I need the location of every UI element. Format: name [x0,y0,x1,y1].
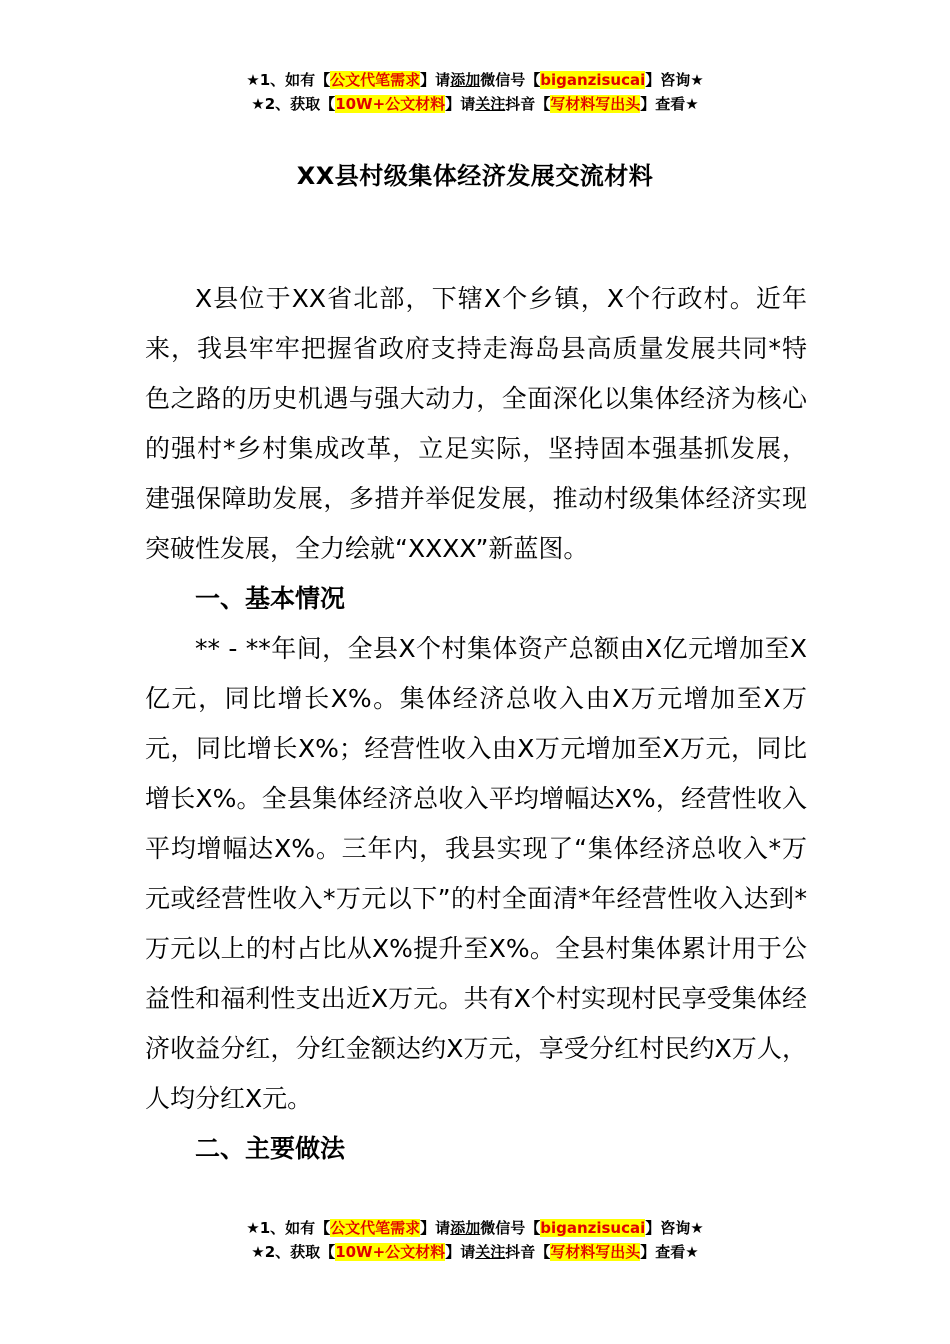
banner-line-1 [0,1216,950,1240]
basic-info-paragraph: ** - **年间，全县X个村集体资产总额由X亿元增加至X亿元，同比增长X%。集体经济总收入由X万元增加至X万元，同比增长X%；经营性收入由X万元增加至X万元，同比增长X%。全县集体经济总收入平均增幅达X%，经营性收入平均增幅达X%。三年内，我县实现了“集体经济总收入*万元或经营性收入*万元以下”的村全面清*年经营性收入达到*万元以上的村占比从X%提升至X%。全县村集体累计用于公益性和福利性支出近X万元。共有X个村实现村民享受集体经济收益分红，分红金额达约X万元，享受分红村民约X万人，人均分红X元。 [145,634,807,1113]
banner-text: 微信号【 [480,71,541,89]
underlined-text: 关注 [475,1243,506,1261]
banner-text: 】咨询★ [645,71,704,89]
footer-banner [0,1216,950,1264]
underlined-text: 添加 [450,1219,481,1237]
banner-text: ★1、如有【 [246,71,331,89]
wechat-id: biganzisucai [540,1219,646,1237]
highlight-text: 10W+公文材料 [335,1243,446,1261]
document-title: XX县村级集体经济发展交流材料 [296,162,654,190]
highlight-text: 10W+公文材料 [335,95,446,113]
underlined-text: 添加 [450,71,481,89]
highlight-text: 公文代笔需求 [330,71,421,89]
banner-text: 】请 [445,1243,476,1261]
banner-text: 抖音【 [505,95,551,113]
wechat-id: biganzisucai [540,71,646,89]
banner-text: 】请 [445,95,476,113]
banner-text: ★2、获取【 [251,1243,336,1261]
douyin-id: 写材料写出头 [550,1243,641,1261]
intro-paragraph: X县位于XX省北部，下辖X个乡镇，X个行政村。近年来，我县牢牢把握省政府支持走海岛县高质量发展共同*特色之路的历史机遇与强大动力，全面深化以集体经济为核心的强村*乡村集成改革，立足实际，坚持固本强基抓发展，建强保障助发展，多措并举促发展，推动村级集体经济实现突破性发展，全力绘就“XXXX”新蓝图。 [145,284,807,563]
banner-text: 微信号【 [480,1219,541,1237]
banner-text: 】请 [420,71,451,89]
banner-text: ★2、获取【 [251,95,336,113]
section-heading-basic: 一、基本情况 [195,584,346,613]
banner-line-1 [0,68,950,92]
header-banner [0,68,950,116]
banner-text: 】查看★ [640,95,699,113]
douyin-id: 写材料写出头 [550,95,641,113]
section-heading-measures: 二、主要做法 [195,1134,346,1163]
banner-text: 】查看★ [640,1243,699,1261]
banner-text: 】咨询★ [645,1219,704,1237]
banner-text: 抖音【 [505,1243,551,1261]
banner-text: 】请 [420,1219,451,1237]
banner-text: ★1、如有【 [246,1219,331,1237]
document-body [145,274,807,1174]
banner-line-2 [0,1240,950,1264]
highlight-text: 公文代笔需求 [330,1219,421,1237]
banner-line-2 [0,92,950,116]
underlined-text: 关注 [475,95,506,113]
